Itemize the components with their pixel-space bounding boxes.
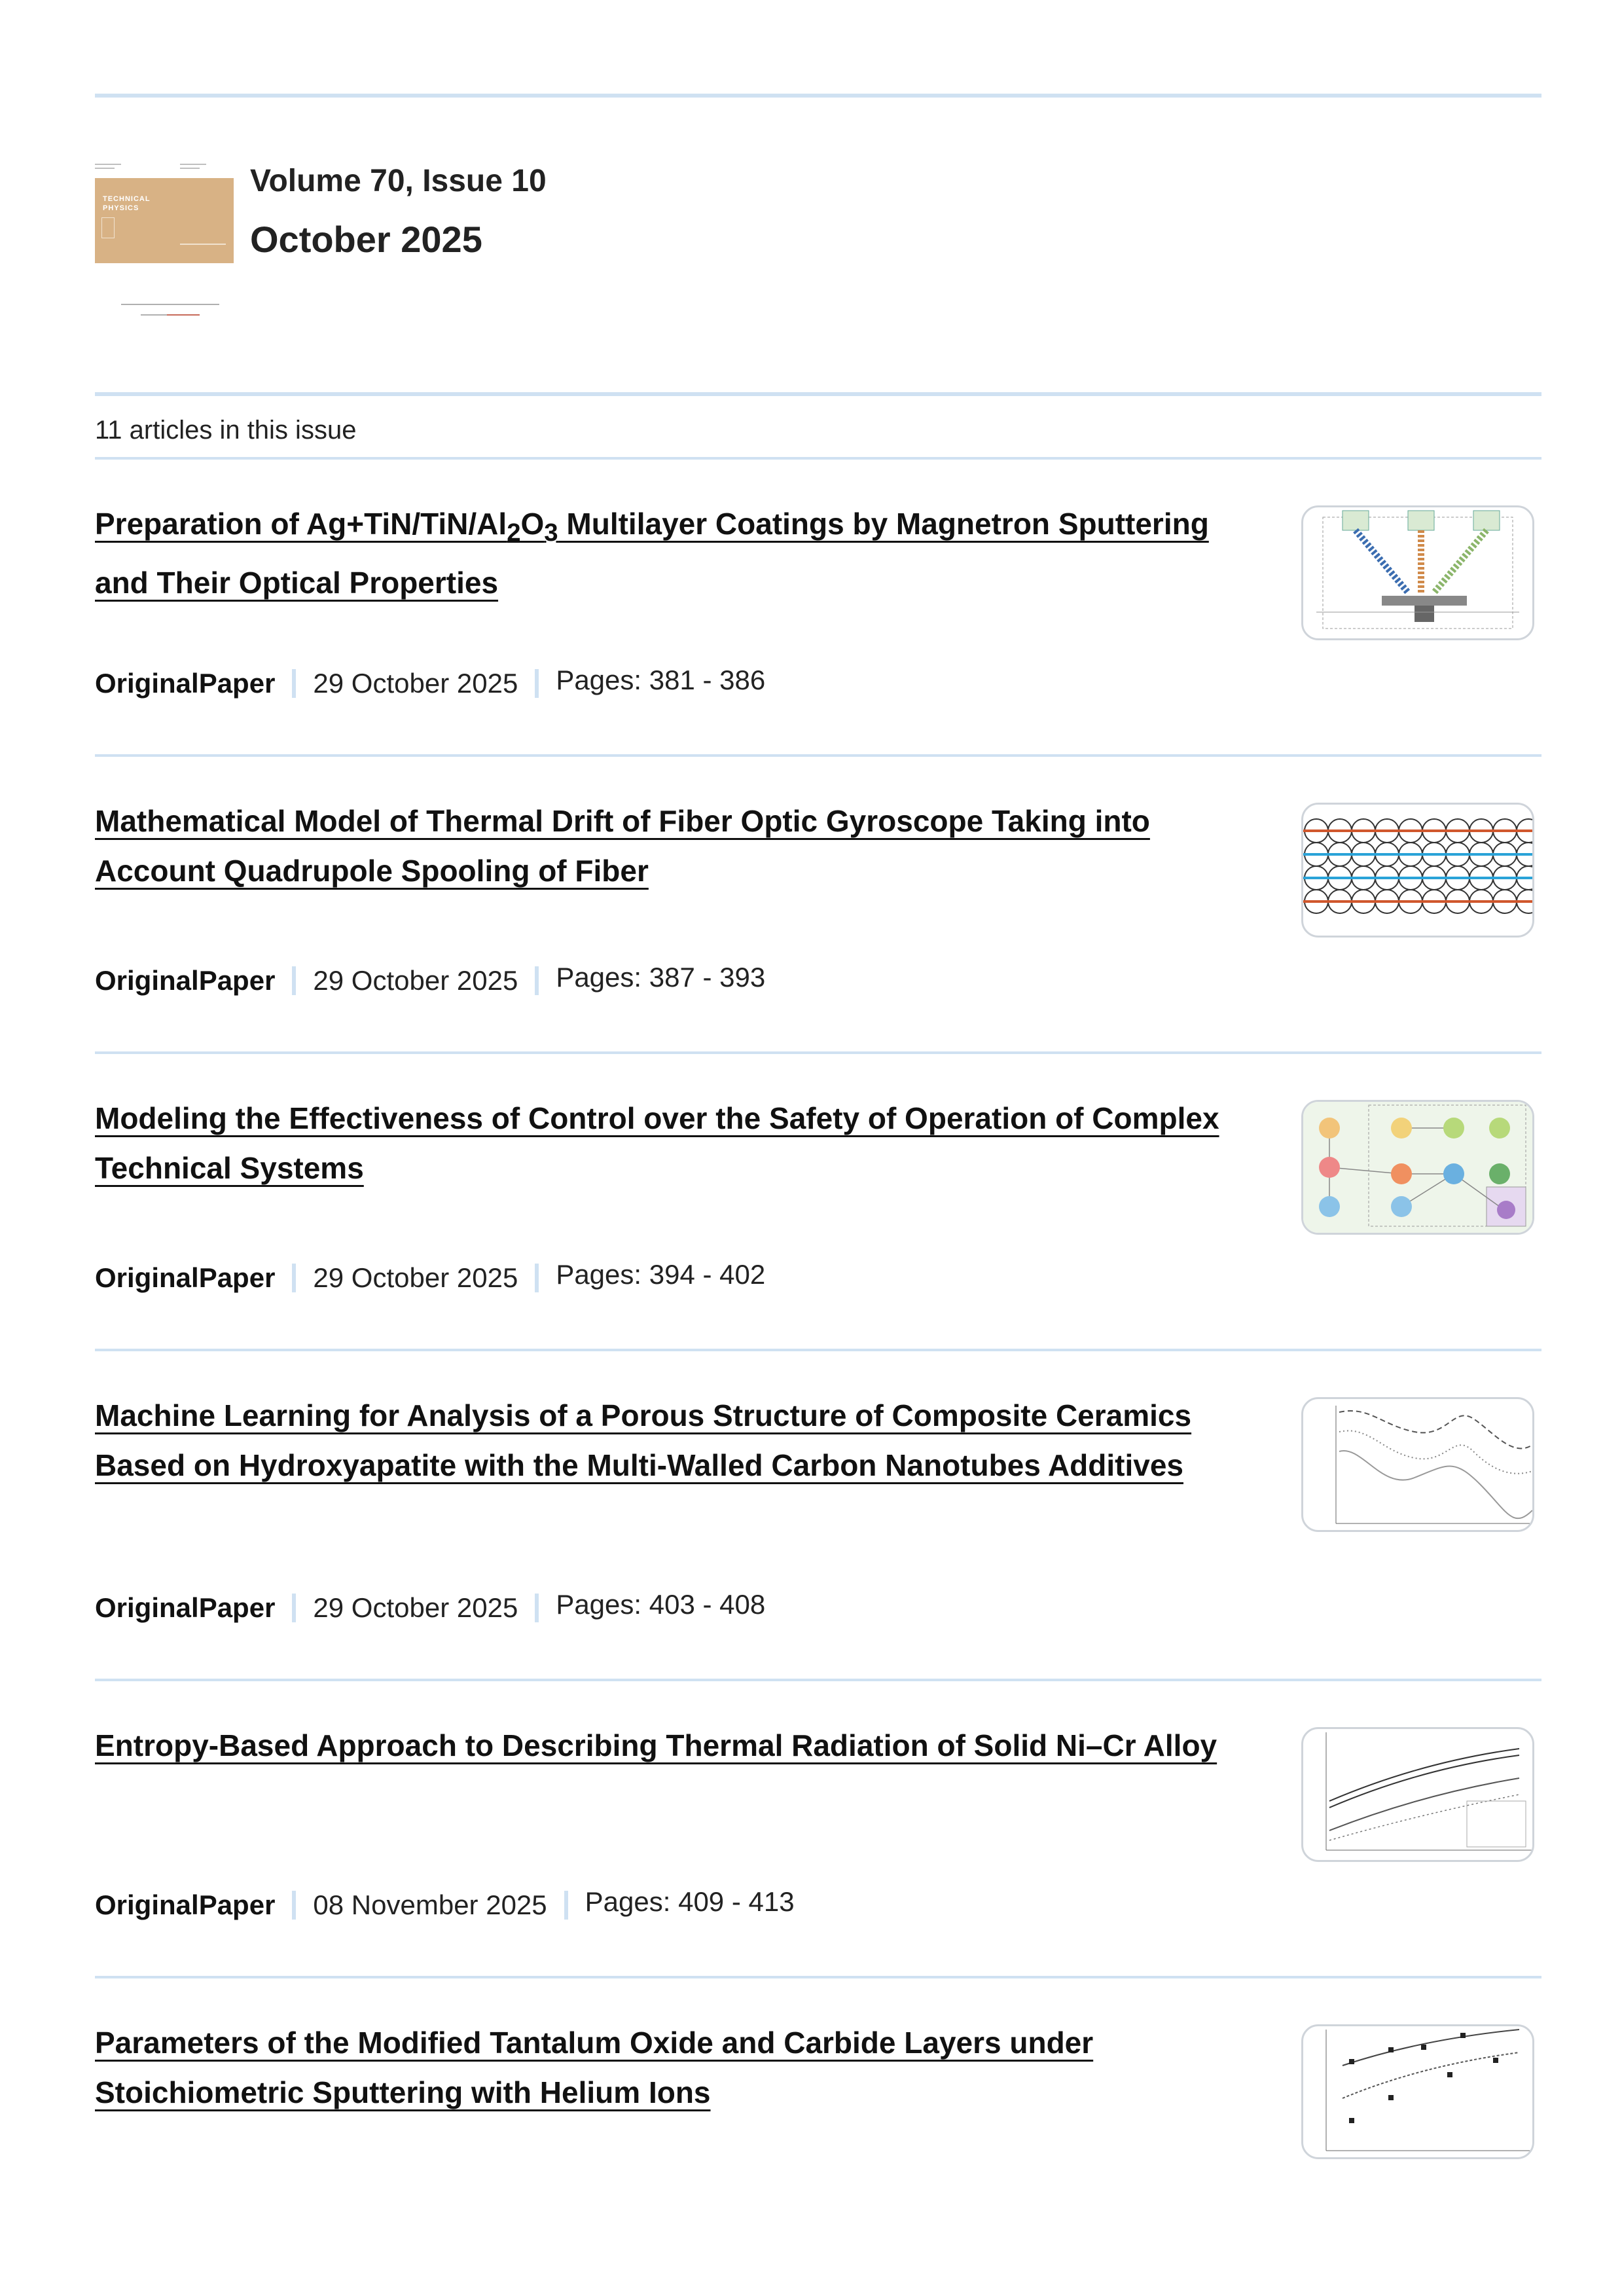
article-meta <box>95 962 766 996</box>
article-item <box>95 460 1541 754</box>
article-meta <box>95 1259 766 1294</box>
article-date: 29 October 2025 <box>313 965 518 996</box>
article-title-link[interactable]: Mathematical Model of Thermal Drift of Fiber Optic Gyroscope Taking into Account Quadrupole Spooling of Fiber <box>95 804 1150 888</box>
article-item <box>95 1978 1541 2273</box>
article-pages: Pages: 387 - 393 <box>556 962 766 993</box>
article-meta <box>95 665 766 699</box>
article-type: OriginalPaper <box>95 965 276 996</box>
article-item <box>95 1681 1541 1976</box>
magnetron-diagram-icon[interactable] <box>1301 505 1534 640</box>
article-title-link[interactable]: Machine Learning for Analysis of a Porous Structure of Composite Ceramics Based on Hydroxyapatite with the Multi-Walled Carbon Nanotubes Additives <box>95 1398 1192 1482</box>
article-type: OriginalPaper <box>95 1889 276 1920</box>
article-date: 29 October 2025 <box>313 1262 518 1293</box>
article-meta <box>95 1589 766 1624</box>
article-count: 11 articles in this issue <box>95 416 357 445</box>
issue-header <box>95 98 1541 392</box>
article-pages: Pages: 394 - 402 <box>556 1259 766 1290</box>
article-item <box>95 757 1541 1051</box>
article-type: OriginalPaper <box>95 1592 276 1623</box>
network-diagram-icon[interactable] <box>1301 1100 1534 1235</box>
fiber-spool-icon[interactable] <box>1301 803 1534 938</box>
line-plot-icon[interactable] <box>1301 1397 1534 1532</box>
article-pages: Pages: 403 - 408 <box>556 1589 766 1620</box>
issue-volume: Volume 70, Issue 10 <box>250 164 547 198</box>
article-item <box>95 1351 1541 1679</box>
line-plot-icon[interactable] <box>1301 1727 1534 1862</box>
article-title-link[interactable]: Modeling the Effectiveness of Control over the Safety of Operation of Complex Technical Systems <box>95 1101 1219 1185</box>
article-date: 08 November 2025 <box>313 1889 547 1920</box>
article-meta <box>95 1886 795 1921</box>
article-date: 29 October 2025 <box>313 1592 518 1623</box>
issue-date: October 2025 <box>250 219 482 260</box>
article-pages: Pages: 381 - 386 <box>556 665 766 695</box>
article-title-link[interactable]: Preparation of $Ag+TiN/TiN/Al_2O_3$ Multilayer Coatings by Magnetron Sputtering and Their Optical Properties <box>95 507 1209 600</box>
journal-cover-image[interactable] <box>95 160 234 337</box>
cover-title-line-2: PHYSICS <box>103 204 139 212</box>
article-type: OriginalPaper <box>95 668 276 699</box>
issue-page <box>95 0 1541 2273</box>
article-pages: Pages: 409 - 413 <box>585 1886 795 1917</box>
cover-title-line-1: TECHNICAL <box>103 195 151 203</box>
article-date: 29 October 2025 <box>313 668 518 699</box>
article-item <box>95 1054 1541 1349</box>
article-title-link[interactable]: Entropy-Based Approach to Describing Thermal Radiation of Solid Ni–Cr Alloy <box>95 1728 1217 1762</box>
article-title-link[interactable]: Parameters of the Modified Tantalum Oxide and Carbide Layers under Stoichiometric Sputtering with Helium Ions <box>95 2026 1094 2109</box>
article-type: OriginalPaper <box>95 1262 276 1293</box>
scatter-plot-icon[interactable] <box>1301 2024 1534 2159</box>
